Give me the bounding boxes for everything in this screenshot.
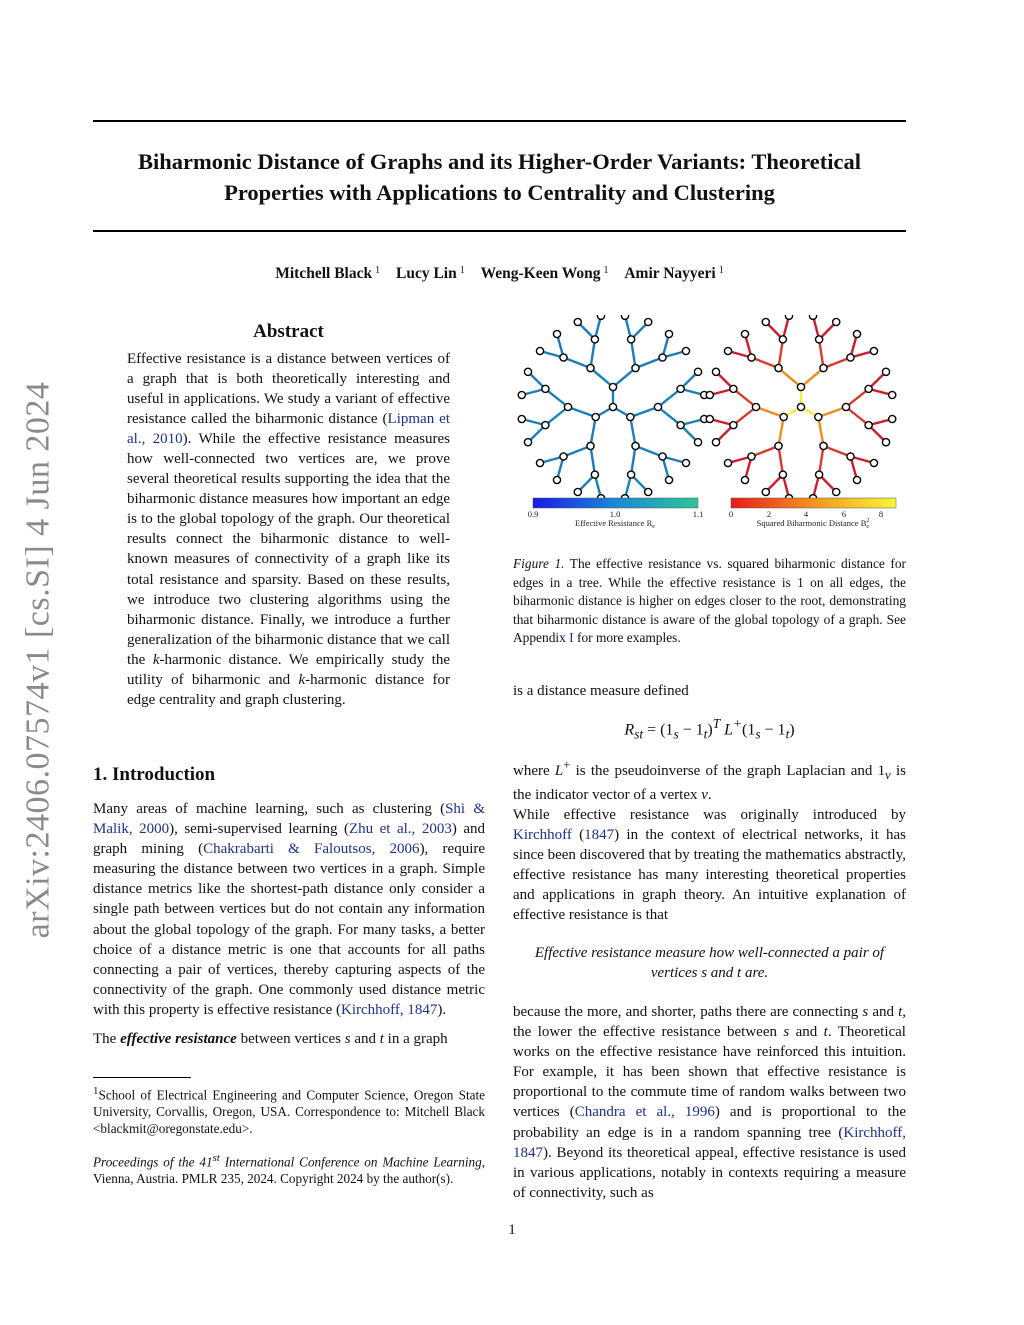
- tree-node: [797, 403, 804, 410]
- figure-caption: Figure 1. The effective resistance vs. squared biharmonic distance for edges in a tree. While the effective resistance is 1 on all edges, the biharmonic distance is higher on edges closer to the root, demonstrating that biharmonic distance is aware of the global topology of a graph. See Appendix I for more examples.: [513, 556, 906, 645]
- tree-node: [591, 471, 598, 478]
- tick-label: 1.1: [692, 509, 704, 519]
- tree-node: [659, 354, 666, 361]
- footnote: $^1$School of Electrical Engineering and Computer Science, Oregon State University, Corvallis, Oregon, USA. Correspondence to: Mitchell Black <blackmit@oregonstate.edu>.: [93, 1085, 485, 1137]
- tree-edge: [819, 446, 823, 475]
- tree-node: [779, 471, 786, 478]
- figure-1: [513, 315, 906, 535]
- tree-edge: [636, 446, 663, 457]
- tree-edge: [824, 446, 851, 457]
- tree-edge: [631, 446, 635, 475]
- paragraph: Many areas of machine learning, such as clustering (Shi & Malik, 2000), semi-supervised learning (Zhu et al., 2003) and graph mining (Chakrabarti & Faloutsos, 2006), require measuring the distance between two vertices in a graph. Simple distance metrics like the shortest-path distance only consider a single path between vertices but do not contain any information about the global topology of the graph. For many tasks, a better choice of a distance metric is one that accounts for all paths connecting a pair of vertices, thereby capturing aspects of the connectivity of the graph. One commonly used distance metric with this property is effective resistance (Kirchhoff, 1847).: [93, 801, 486, 1018]
- tree-node: [724, 347, 731, 354]
- tree-node: [645, 318, 652, 325]
- tree-edge: [779, 368, 802, 387]
- tree-edge: [824, 358, 851, 369]
- tree-node: [833, 318, 840, 325]
- paragraph: The effective resistance between vertices s and t in a graph: [93, 1031, 448, 1048]
- citation-link[interactable]: Zhu et al., 2003: [348, 821, 452, 838]
- author: Lucy Lin $^1$: [396, 265, 465, 282]
- tree-node: [518, 391, 525, 398]
- tree-node: [762, 488, 769, 495]
- tick-label: 4: [803, 509, 809, 519]
- tree-node: [752, 403, 759, 410]
- citation-link[interactable]: Lipman et al., 2010: [127, 411, 450, 448]
- tree-node: [518, 415, 525, 422]
- tree-node: [780, 413, 787, 420]
- paragraph: While effective resistance was originally introduced by Kirchhoff (1847) in the context of electrical networks, it has since been discovered that by treating the mathematics abstractly, effective resistance has many interesting theoretical properties and applications in graph theory. An intuitive explanation of effective resistance is that: [513, 807, 906, 924]
- tree-edge: [733, 389, 756, 407]
- tree-node: [632, 442, 639, 449]
- tree-edge: [658, 407, 681, 425]
- tree-node: [628, 471, 635, 478]
- author: Weng-Keen Wong $^1$: [480, 265, 609, 282]
- tree-node: [587, 442, 594, 449]
- tree-node: [536, 347, 543, 354]
- tree-edge: [818, 417, 823, 446]
- tree-node: [628, 336, 635, 343]
- tree-node: [724, 459, 731, 466]
- tree-node: [592, 413, 599, 420]
- paragraph: because the more, and shorter, paths there are connecting s and t, the lower the effective resistance between s and t. Theoretical works on the effective resistance have reinforced this intuition. For example, it has been shown that effective resistance is proportional to the commute time of random walks between two vertices (Chandra et al., 1996) and is proportional to the probability an edge is in a random spanning tree (Kirchhoff, 1847). Beyond its theoretical appeal, effective resistance is used in various applications, notably in contexts requiring a measure of connectivity, such as: [513, 1004, 906, 1201]
- tree-edge: [819, 339, 823, 368]
- tree-node: [524, 439, 531, 446]
- tick-label: 1.0: [609, 509, 621, 519]
- tree-node: [870, 459, 877, 466]
- tree-edge: [658, 389, 681, 407]
- tree-node: [853, 330, 860, 337]
- tree-edge: [591, 446, 595, 475]
- tree-node: [632, 364, 639, 371]
- arxiv-stamp: [18, 380, 58, 940]
- tree-node: [889, 415, 896, 422]
- tree-node: [609, 383, 616, 390]
- tree-node: [712, 368, 719, 375]
- title-bottom-rule: [93, 230, 906, 232]
- tick-label: 0.9: [527, 509, 539, 519]
- tree-node: [870, 347, 877, 354]
- tree-edge: [779, 339, 783, 368]
- tree-node: [809, 315, 816, 319]
- tree-node: [815, 413, 822, 420]
- tree-edge: [545, 389, 568, 407]
- tree-node: [816, 471, 823, 478]
- tree-node: [741, 476, 748, 483]
- tree-node: [536, 459, 543, 466]
- tree-node: [706, 391, 713, 398]
- tree-edge: [591, 339, 595, 368]
- tree-node: [677, 385, 684, 392]
- abstract-heading: Abstract: [253, 321, 324, 342]
- title-line-2: Properties with Applications to Centrality and Clustering: [224, 180, 775, 205]
- tree-node: [748, 453, 755, 460]
- tree-node: [627, 413, 634, 420]
- tree-edge: [846, 407, 869, 425]
- appendix-link[interactable]: I: [569, 630, 574, 645]
- tree-node: [775, 364, 782, 371]
- tree-node: [775, 442, 782, 449]
- tree-node: [645, 488, 652, 495]
- tree-edge: [631, 339, 635, 368]
- tree-node: [654, 403, 661, 410]
- citation-link[interactable]: Shi & Malik, 2000: [93, 801, 485, 838]
- tree-edge: [630, 407, 658, 417]
- tree-node: [621, 315, 628, 319]
- tree-node: [591, 336, 598, 343]
- tree-node: [524, 368, 531, 375]
- quote: Effective resistance measure how well-connected a pair of vertices s and t are.: [534, 945, 885, 981]
- tree-edge: [636, 358, 663, 369]
- tree-node: [853, 476, 860, 483]
- colorbar-biharmonic: [731, 498, 896, 508]
- paragraph: where L+ is the pseudoinverse of the graph Laplacian and $1_v$ is the indicator vector of a vertex v.: [513, 758, 906, 804]
- tree-node: [785, 315, 792, 319]
- section-heading: 1. Introduction: [93, 764, 216, 785]
- title-line-1: Biharmonic Distance of Graphs and its Higher-Order Variants: Theoretical: [138, 149, 861, 174]
- tree-node: [730, 422, 737, 429]
- tree-node: [730, 385, 737, 392]
- tree-edge: [564, 358, 591, 369]
- citation-link[interactable]: Kirchhoff: [513, 827, 572, 844]
- citation-link[interactable]: Chandra et al., 1996: [574, 1104, 715, 1121]
- tree-node: [865, 422, 872, 429]
- tree-edge: [752, 358, 779, 369]
- tree-node: [659, 453, 666, 460]
- tree-edge: [733, 407, 756, 425]
- tree-edge: [756, 407, 784, 417]
- tree-node: [712, 439, 719, 446]
- tree-node: [574, 488, 581, 495]
- tree-node: [741, 330, 748, 337]
- tree-node: [847, 453, 854, 460]
- tree-node: [553, 330, 560, 337]
- top-rule: [93, 120, 906, 122]
- tree-node: [882, 368, 889, 375]
- paper-title: [93, 146, 906, 208]
- tree-edge: [591, 417, 596, 446]
- tree-node: [542, 385, 549, 392]
- citation-link[interactable]: Kirchhoff, 1847: [513, 1124, 906, 1161]
- tree-node: [597, 315, 604, 319]
- tree-node: [587, 364, 594, 371]
- tree-edge: [591, 368, 614, 387]
- author: Mitchell Black $^1$: [275, 265, 381, 282]
- citation-link[interactable]: Kirchhoff, 1847: [340, 1001, 438, 1018]
- footnote-rule: [93, 1077, 191, 1078]
- tree-node: [842, 403, 849, 410]
- tree-node: [748, 354, 755, 361]
- tree-node: [609, 403, 616, 410]
- tree-node: [682, 347, 689, 354]
- tree-edge: [801, 368, 824, 387]
- tree-edge: [613, 368, 636, 387]
- tree-figure-svg: [513, 315, 906, 535]
- tree-node: [560, 354, 567, 361]
- tree-edge: [564, 446, 591, 457]
- tree-edge: [846, 389, 869, 407]
- tree-edge: [630, 417, 635, 446]
- tree-node: [564, 403, 571, 410]
- paragraph: is a distance measure defined: [513, 683, 689, 699]
- proceedings-note: Proceedings of the 41st International Conference on Machine Learning, Vienna, Austria. PMLR 235, 2024. Copyright 2024 by the author(s).: [93, 1152, 485, 1187]
- tree-node: [694, 439, 701, 446]
- abstract-body: Effective resistance is a distance between vertices of a graph that is both theoretically interesting and useful in applications. We study a variant of effective resistance called the biharmonic distance (Lipman et al., 2010). While the effective resistance measures how well-connected two vertices are, we prove several theoretical results supporting the idea that the biharmonic distance measures how important an edge is to the global topology of the graph. Our theoretical results connect the biharmonic distance to well-known measures of connectivity of a graph like its total resistance and sparsity. Based on these results, we introduce two clustering algorithms using the biharmonic distance. Finally, we introduce a further generalization of the biharmonic distance that we call the k-harmonic distance. We empirically study the utility of biharmonic and k-harmonic distance for edge centrality and graph clustering.: [127, 351, 451, 708]
- tick-label: 6: [841, 509, 847, 519]
- tree-node: [797, 383, 804, 390]
- citation-link[interactable]: 1847: [584, 827, 615, 844]
- page-number: 1: [508, 1222, 516, 1238]
- tree-node: [682, 459, 689, 466]
- tree-node: [574, 318, 581, 325]
- tree-node: [665, 330, 672, 337]
- tree-edge: [752, 446, 779, 457]
- citation-link[interactable]: Chakrabarti & Faloutsos, 2006: [203, 841, 420, 858]
- tick-label: 0: [728, 509, 734, 519]
- tree-node: [816, 336, 823, 343]
- tree-edge: [568, 407, 596, 417]
- tick-label: 8: [878, 509, 884, 519]
- author-list: [93, 265, 906, 283]
- tree-edge: [818, 407, 846, 417]
- tree-node: [553, 476, 560, 483]
- tree-edge: [779, 417, 784, 446]
- equation-effective-resistance: $R_{st} = (1_s - 1_t)^T$ $L^+(1_s - 1_t)$: [624, 716, 795, 742]
- tree-node: [542, 422, 549, 429]
- colorbar-effective-resistance: [533, 498, 698, 508]
- tree-node: [820, 364, 827, 371]
- tick-label: 2: [766, 509, 772, 519]
- tree-node: [889, 391, 896, 398]
- tree-node: [847, 354, 854, 361]
- tree-node: [882, 439, 889, 446]
- arxiv-stamp-text: arXiv:2406.07574v1 [cs.SI] 4 Jun 2024: [19, 381, 57, 939]
- tree-node: [706, 415, 713, 422]
- tree-node: [779, 336, 786, 343]
- tree-biharmonic-distance: [706, 315, 896, 502]
- tree-node: [694, 368, 701, 375]
- author: Amir Nayyeri $^1$: [624, 265, 724, 282]
- colorbar-label: Squared Biharmonic Distance $B^2$ e: [756, 518, 870, 530]
- tree-node: [665, 476, 672, 483]
- tree-node: [820, 442, 827, 449]
- tree-effective-resistance: [518, 315, 708, 502]
- intro-text: [93, 799, 485, 1049]
- colorbar-label: Effective Resistance $R_e$: [575, 518, 655, 530]
- tree-node: [677, 422, 684, 429]
- tree-edge: [545, 407, 568, 425]
- tree-node: [865, 385, 872, 392]
- tree-node: [560, 453, 567, 460]
- tree-edge: [779, 446, 783, 475]
- tree-node: [762, 318, 769, 325]
- tree-node: [833, 488, 840, 495]
